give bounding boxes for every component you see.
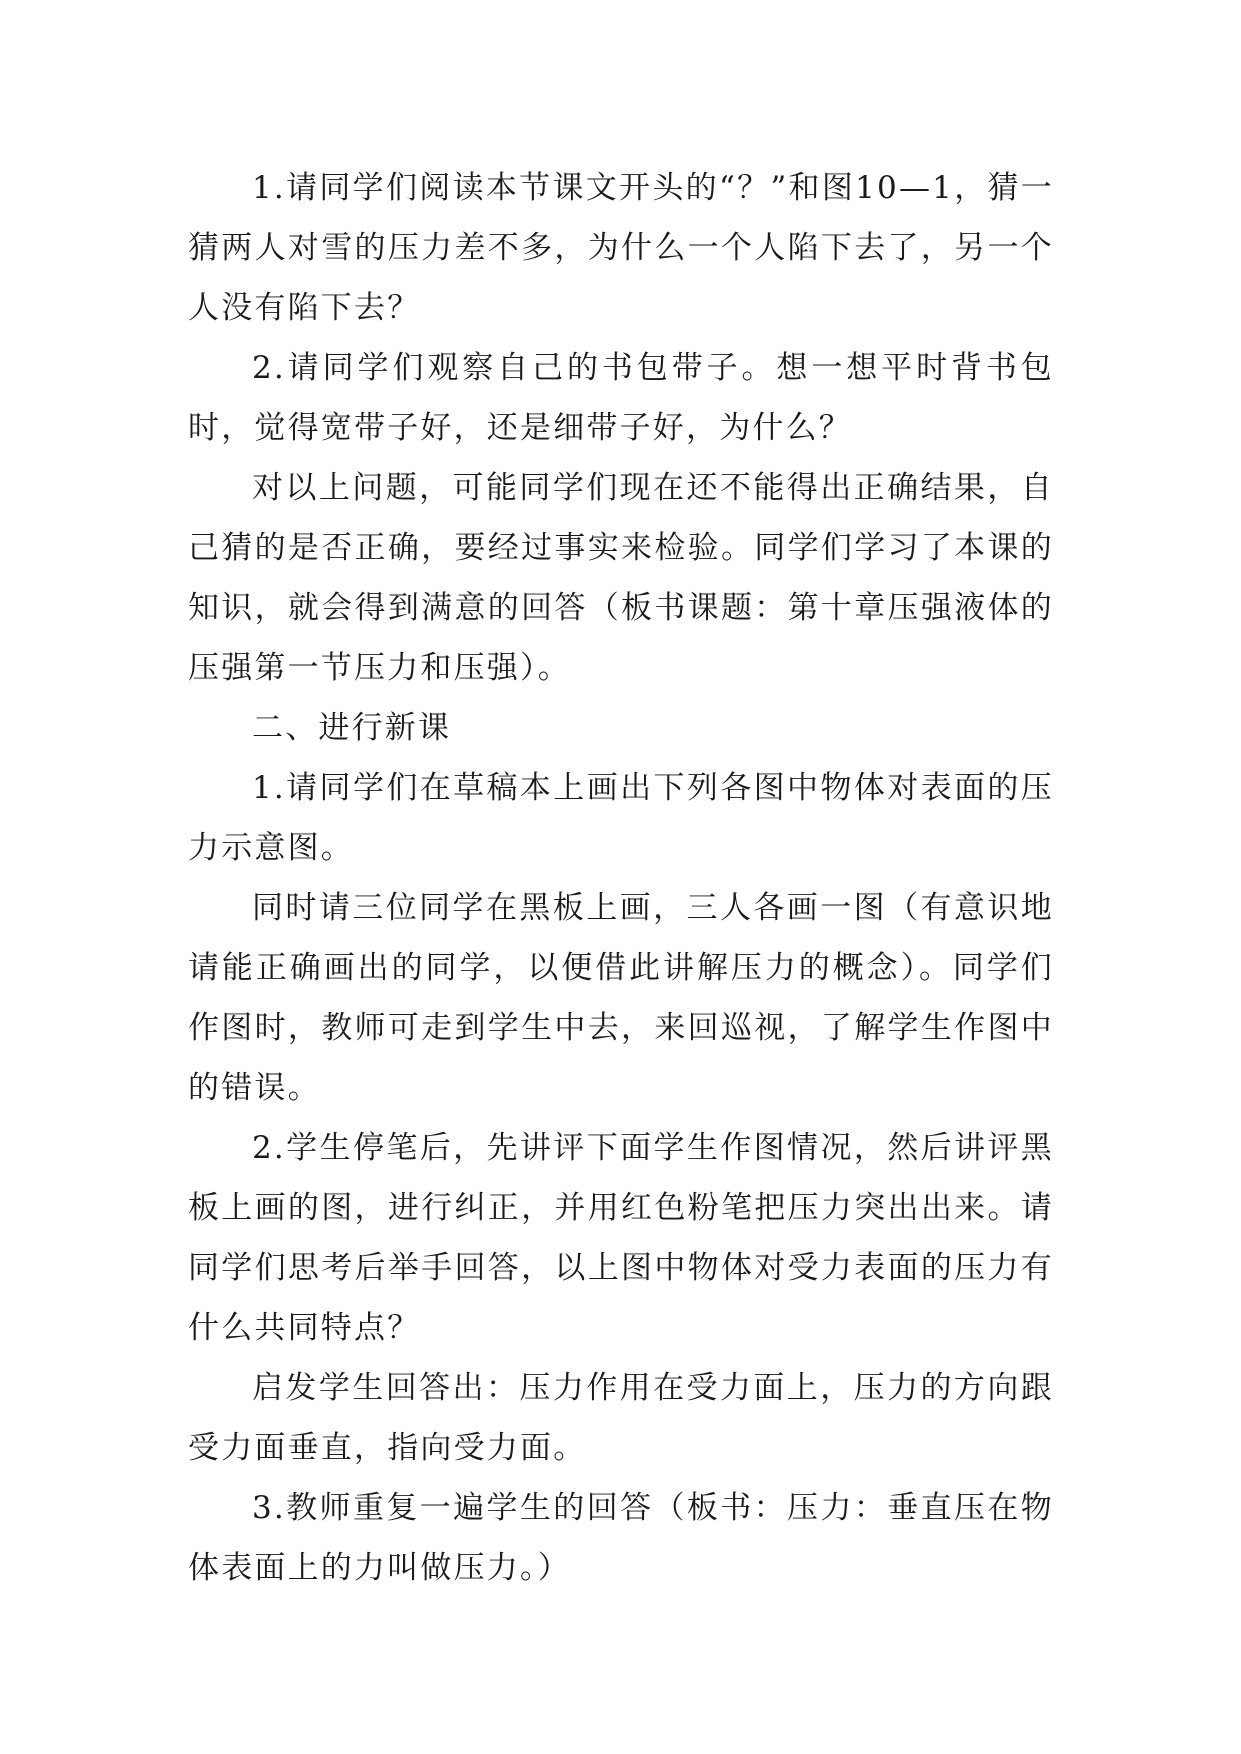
paragraph-1: 1.请同学们阅读本节课文开头的“？”和图10—1，猜一猜两人对雪的压力差不多，为什么一个人陷下去了，另一个人没有陷下去？ — [188, 170, 1054, 326]
paragraph-4: 1.请同学们在草稿本上画出下列各图中物体对表面的压力示意图。 — [188, 770, 1054, 866]
paragraph-3: 对以上问题，可能同学们现在还不能得出正确结果，自己猜的是否正确，要经过事实来检验。同学们学习了本课的知识，就会得到满意的回答（板书课题：第十章压强液体的压强第一节压力和压强）。 — [188, 470, 1054, 686]
paragraph-6: 2.学生停笔后，先讲评下面学生作图情况，然后讲评黑板上画的图，进行纠正，并用红色粉笔把压力突出出来。请同学们思考后举手回答，以上图中物体对受力表面的压力有什么共同特点？ — [188, 1130, 1054, 1346]
paragraph-2: 2.请同学们观察自己的书包带子。想一想平时背书包时，觉得宽带子好，还是细带子好，为什么？ — [188, 350, 1054, 446]
paragraph-8: 3.教师重复一遍学生的回答（板书：压力：垂直压在物体表面上的力叫做压力。） — [188, 1490, 1054, 1586]
document-body — [188, 158, 1054, 1598]
section-heading: 二、进行新课 — [252, 710, 452, 746]
paragraph-7: 启发学生回答出：压力作用在受力面上，压力的方向跟受力面垂直，指向受力面。 — [188, 1370, 1054, 1466]
paragraph-5: 同时请三位同学在黑板上画，三人各画一图（有意识地请能正确画出的同学，以便借此讲解压力的概念）。同学们作图时，教师可走到学生中去，来回巡视，了解学生作图中的错误。 — [188, 890, 1054, 1106]
